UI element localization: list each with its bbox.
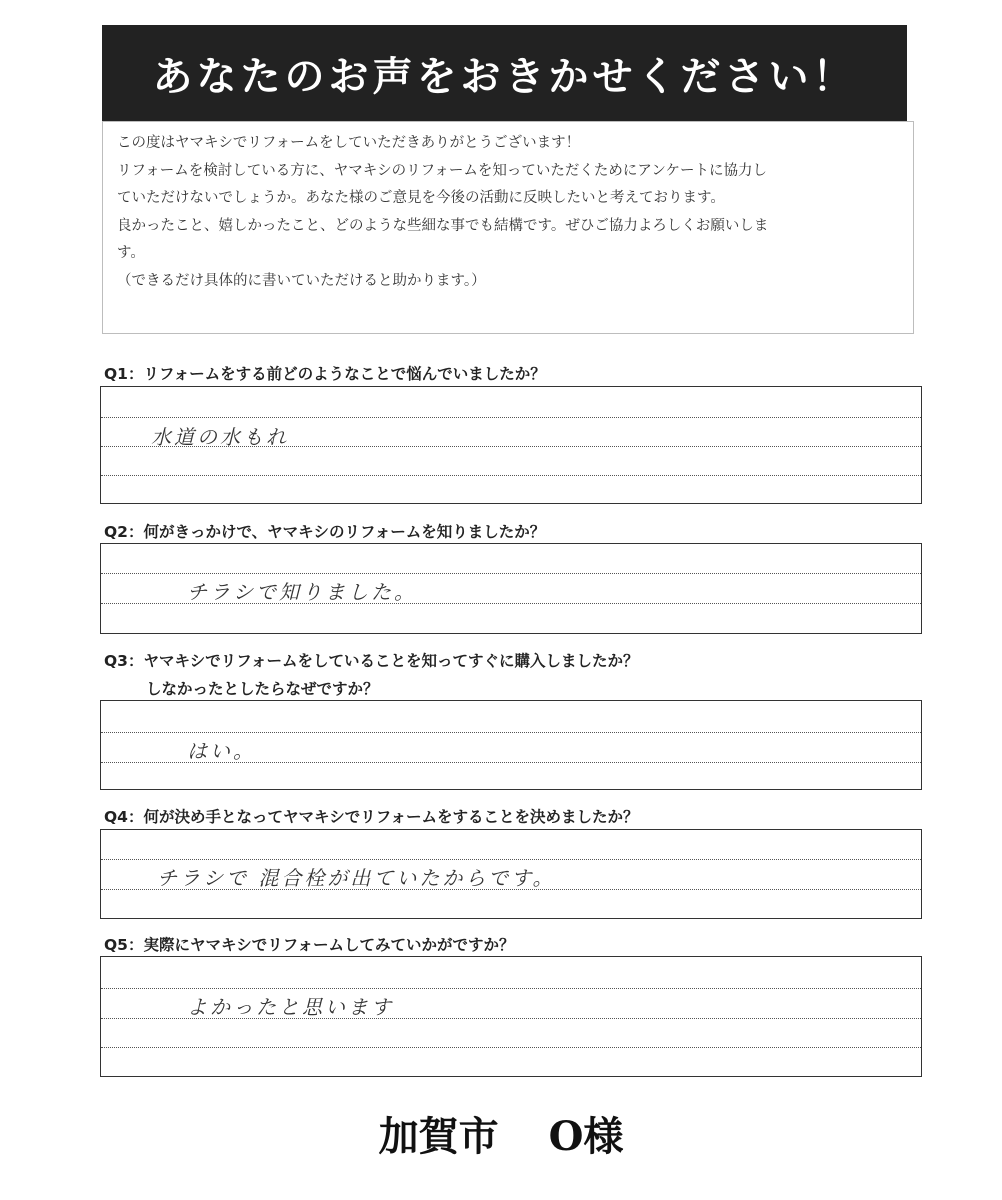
page-title: あなたのお声をおきかせください！ — [102, 25, 907, 121]
answer-rule — [101, 988, 921, 989]
intro-line: （できるだけ具体的に書いていただけると助かります。） — [117, 272, 486, 289]
customer-name: O様 — [548, 1113, 624, 1160]
answer-4-box — [100, 829, 922, 919]
intro-line: リフォームを検討している方に、ヤマキシのリフォームを知っていただくためにアンケートに協力し — [117, 162, 768, 179]
question-3-label: Q3：ヤマキシでリフォームをしていることを知ってすぐに購入しましたか？ — [104, 652, 639, 670]
customer-signature — [0, 1105, 1002, 1162]
intro-line: す。 — [117, 245, 145, 261]
question-2-label: Q2：何がきっかけで、ヤマキシのリフォームを知りましたか？ — [104, 523, 546, 541]
customer-city: 加賀市 — [378, 1113, 499, 1160]
answer-2-handwriting: チラシで知りました。 — [187, 580, 417, 604]
answer-1-handwriting: 水道の水もれ — [151, 425, 289, 449]
answer-3-box — [100, 700, 922, 790]
question-5-label: Q5：実際にヤマキシでリフォームしてみていかがですか？ — [104, 936, 515, 954]
question-3-sublabel: しなかったとしたらなぜですか？ — [146, 680, 379, 698]
answer-3-handwriting: はい。 — [187, 739, 256, 763]
intro-line: ていただけないでしょうか。あなた様のご意見を今後の活動に反映したいと考えております。 — [117, 190, 725, 206]
question-4-label: Q4：何が決め手となってヤマキシでリフォームをすることを決めましたか？ — [104, 808, 639, 826]
answer-2-box — [100, 543, 922, 634]
question-1-label: Q1：リフォームをする前どのようなことで悩んでいましたか？ — [104, 365, 546, 383]
answer-rule — [101, 417, 921, 418]
answer-rule — [101, 1047, 921, 1048]
answer-rule — [101, 732, 921, 733]
answer-5-handwriting: よかったと思います — [187, 995, 394, 1019]
answer-1-box — [100, 386, 922, 504]
answer-4-handwriting: チラシで 混合栓が出ていたからです。 — [157, 866, 556, 890]
answer-rule — [101, 573, 921, 574]
answer-rule — [101, 859, 921, 860]
intro-box — [102, 121, 914, 334]
answer-5-box — [100, 956, 922, 1077]
intro-line: 良かったこと、嬉しかったこと、どのような些細な事でも結構です。ぜひご協力よろしくお願いしま — [117, 217, 769, 234]
intro-line: この度はヤマキシでリフォームをしていただきありがとうございます！ — [117, 135, 581, 151]
answer-rule — [101, 475, 921, 476]
